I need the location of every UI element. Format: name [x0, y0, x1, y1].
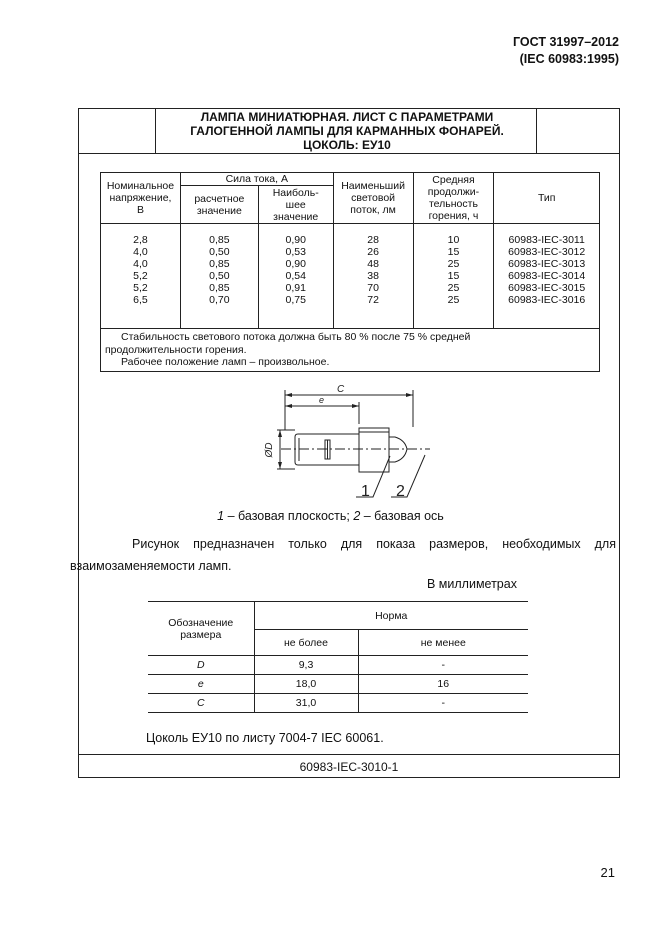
cell-voltage: 6,5 [133, 294, 148, 306]
cell-current-calc: 0,70 [209, 294, 230, 306]
header-line: напряжение, [109, 192, 172, 204]
header-line: поток, лм [350, 204, 396, 216]
cell-flux: 48 [367, 258, 379, 270]
cell-life: 10 [447, 234, 460, 246]
dim-name: D [148, 656, 254, 675]
header-line: световой [351, 192, 396, 204]
header-line: Номинальное [106, 180, 175, 192]
header-left-cell [79, 109, 156, 153]
cell-type: 60983-IEC-3015 [508, 282, 586, 294]
note-line: продолжительности горения. [105, 343, 247, 356]
dim-name: e [148, 675, 254, 694]
sheet-title-line: ЦОКОЛЬ: ЕУ10 [303, 138, 391, 152]
dim-min: - [358, 694, 528, 713]
header-line: тельность [428, 198, 478, 210]
standard-designation [513, 34, 619, 68]
header-designation [148, 602, 254, 656]
dim-max: 18,0 [254, 675, 358, 694]
cell-type: 60983-IEC-3012 [508, 246, 586, 258]
caption-number-1: 1 [217, 509, 225, 523]
cell-current-calc: 0,85 [209, 282, 230, 294]
cell-current-max: 0,90 [285, 258, 306, 270]
header-line: значение [196, 204, 242, 217]
header-current-calc [180, 186, 258, 224]
header-line: горения, ч [428, 210, 479, 222]
parameters-table [100, 172, 600, 372]
cell-life: 15 [447, 270, 460, 282]
standard-number: ГОСТ 31997–2012 [513, 35, 619, 49]
dim-label-e: e [319, 395, 325, 405]
cell-life: 25 [447, 282, 460, 294]
header-line: В [136, 204, 144, 216]
flux-column [333, 224, 413, 329]
caption-text-1: – базовая плоскость; [224, 509, 354, 523]
figure-note-paragraph: Рисунок предназначен только для показа размеров, необходимых для взаимозаменяемости ламп. [70, 537, 616, 573]
dim-name: C [148, 694, 254, 713]
cell-flux: 28 [367, 234, 379, 246]
callout-1: 1 [361, 483, 370, 500]
cell-current-max: 0,91 [285, 282, 306, 294]
arrow-icon [285, 404, 292, 408]
page-number: 21 [600, 865, 615, 880]
caption-number-2: 2 [353, 509, 361, 523]
cell-type: 60983-IEC-3014 [508, 270, 586, 282]
dim-min: - [358, 656, 528, 675]
cell-voltage: 5,2 [133, 270, 148, 282]
cell-current-calc: 0,50 [209, 246, 230, 258]
table-notes [101, 329, 600, 372]
iec-reference: (IEC 60983:1995) [519, 52, 619, 66]
cell-type: 60983-IEC-3011 [508, 234, 585, 246]
dim-max: 9,3 [254, 656, 358, 675]
header-divider [79, 153, 619, 154]
arrow-icon [352, 404, 359, 408]
header-right-cell [536, 109, 619, 153]
arrow-icon [285, 393, 292, 397]
sheet-title-line: ГАЛОГЕННОЙ ЛАМПЫ ДЛЯ КАРМАННЫХ ФОНАРЕЙ. [190, 124, 504, 138]
socket-reference: Цоколь ЕУ10 по листу 7004-7 IEC 60061. [146, 731, 384, 745]
header-line: Наименьший [341, 180, 405, 192]
cell-current-calc: 0,50 [209, 270, 230, 282]
note-line: Рабочее положение ламп – произвольное. [121, 356, 330, 368]
cell-flux: 38 [367, 270, 379, 282]
header-norm: Норма [254, 602, 528, 630]
callout-2: 2 [396, 483, 405, 500]
header-line: шее [285, 198, 306, 211]
cell-type: 60983-IEC-3013 [508, 258, 586, 270]
cell-voltage: 2,8 [133, 234, 148, 246]
caption-text-2: – базовая ось [360, 509, 444, 523]
cell-current-max: 0,75 [285, 294, 306, 306]
cell-flux: 26 [367, 246, 379, 258]
header-line: Средняя [432, 174, 475, 186]
sheet-title [156, 110, 538, 152]
cell-current-calc: 0,85 [209, 258, 230, 270]
voltage-column [101, 224, 181, 329]
lamp-dimension-drawing [255, 382, 445, 507]
note-line: Стабильность светового потока должна быть 80 % после 75 % средней [121, 331, 471, 343]
cell-flux: 70 [367, 282, 379, 294]
header-flux [333, 173, 413, 224]
current-calc-column [180, 224, 258, 329]
dim-min: 16 [358, 675, 528, 694]
header-line: расчетное [194, 192, 245, 205]
cell-type: 60983-IEC-3016 [508, 294, 586, 306]
life-column [413, 224, 494, 329]
header-max: не более [254, 630, 358, 656]
header-type: Тип [494, 173, 600, 224]
cell-life: 25 [447, 258, 460, 270]
header-current-max [258, 186, 333, 224]
header-line: Наиболь- [272, 186, 319, 199]
arrow-icon [278, 462, 282, 469]
header-line: значение [273, 210, 319, 223]
cell-flux: 72 [367, 294, 379, 306]
header-voltage [101, 173, 181, 224]
footer-divider [79, 754, 619, 755]
dimensions-table [148, 601, 528, 713]
header-line: продолжи- [427, 186, 480, 198]
arrow-icon [406, 393, 413, 397]
sheet-title-line: ЛАМПА МИНИАТЮРНАЯ. ЛИСТ С ПАРАМЕТРАМИ [200, 110, 494, 124]
cell-voltage: 5,2 [133, 282, 148, 294]
header-life [413, 173, 494, 224]
header-line: Обозначение [168, 616, 234, 629]
figure-caption [0, 509, 661, 523]
header-line: размера [180, 628, 222, 641]
type-column [494, 224, 600, 329]
units-label: В миллиметрах [427, 577, 517, 591]
cell-current-max: 0,54 [285, 270, 306, 282]
cell-voltage: 4,0 [133, 258, 148, 270]
cell-voltage: 4,0 [133, 246, 148, 258]
cell-current-max: 0,90 [285, 234, 306, 246]
footer-sheet-code: 60983-IEC-3010-1 [299, 760, 399, 774]
cell-current-max: 0,53 [285, 246, 306, 258]
dim-label-d: ØD [264, 442, 275, 458]
header-current-group: Сила тока, А [180, 173, 333, 186]
cell-life: 25 [447, 294, 460, 306]
dim-label-c: C [337, 384, 345, 395]
header-min: не менее [358, 630, 528, 656]
cell-life: 15 [447, 246, 460, 258]
current-max-column [258, 224, 333, 329]
arrow-icon [278, 430, 282, 437]
dim-max: 31,0 [254, 694, 358, 713]
socket-base [359, 428, 389, 472]
cell-current-calc: 0,85 [209, 234, 230, 246]
